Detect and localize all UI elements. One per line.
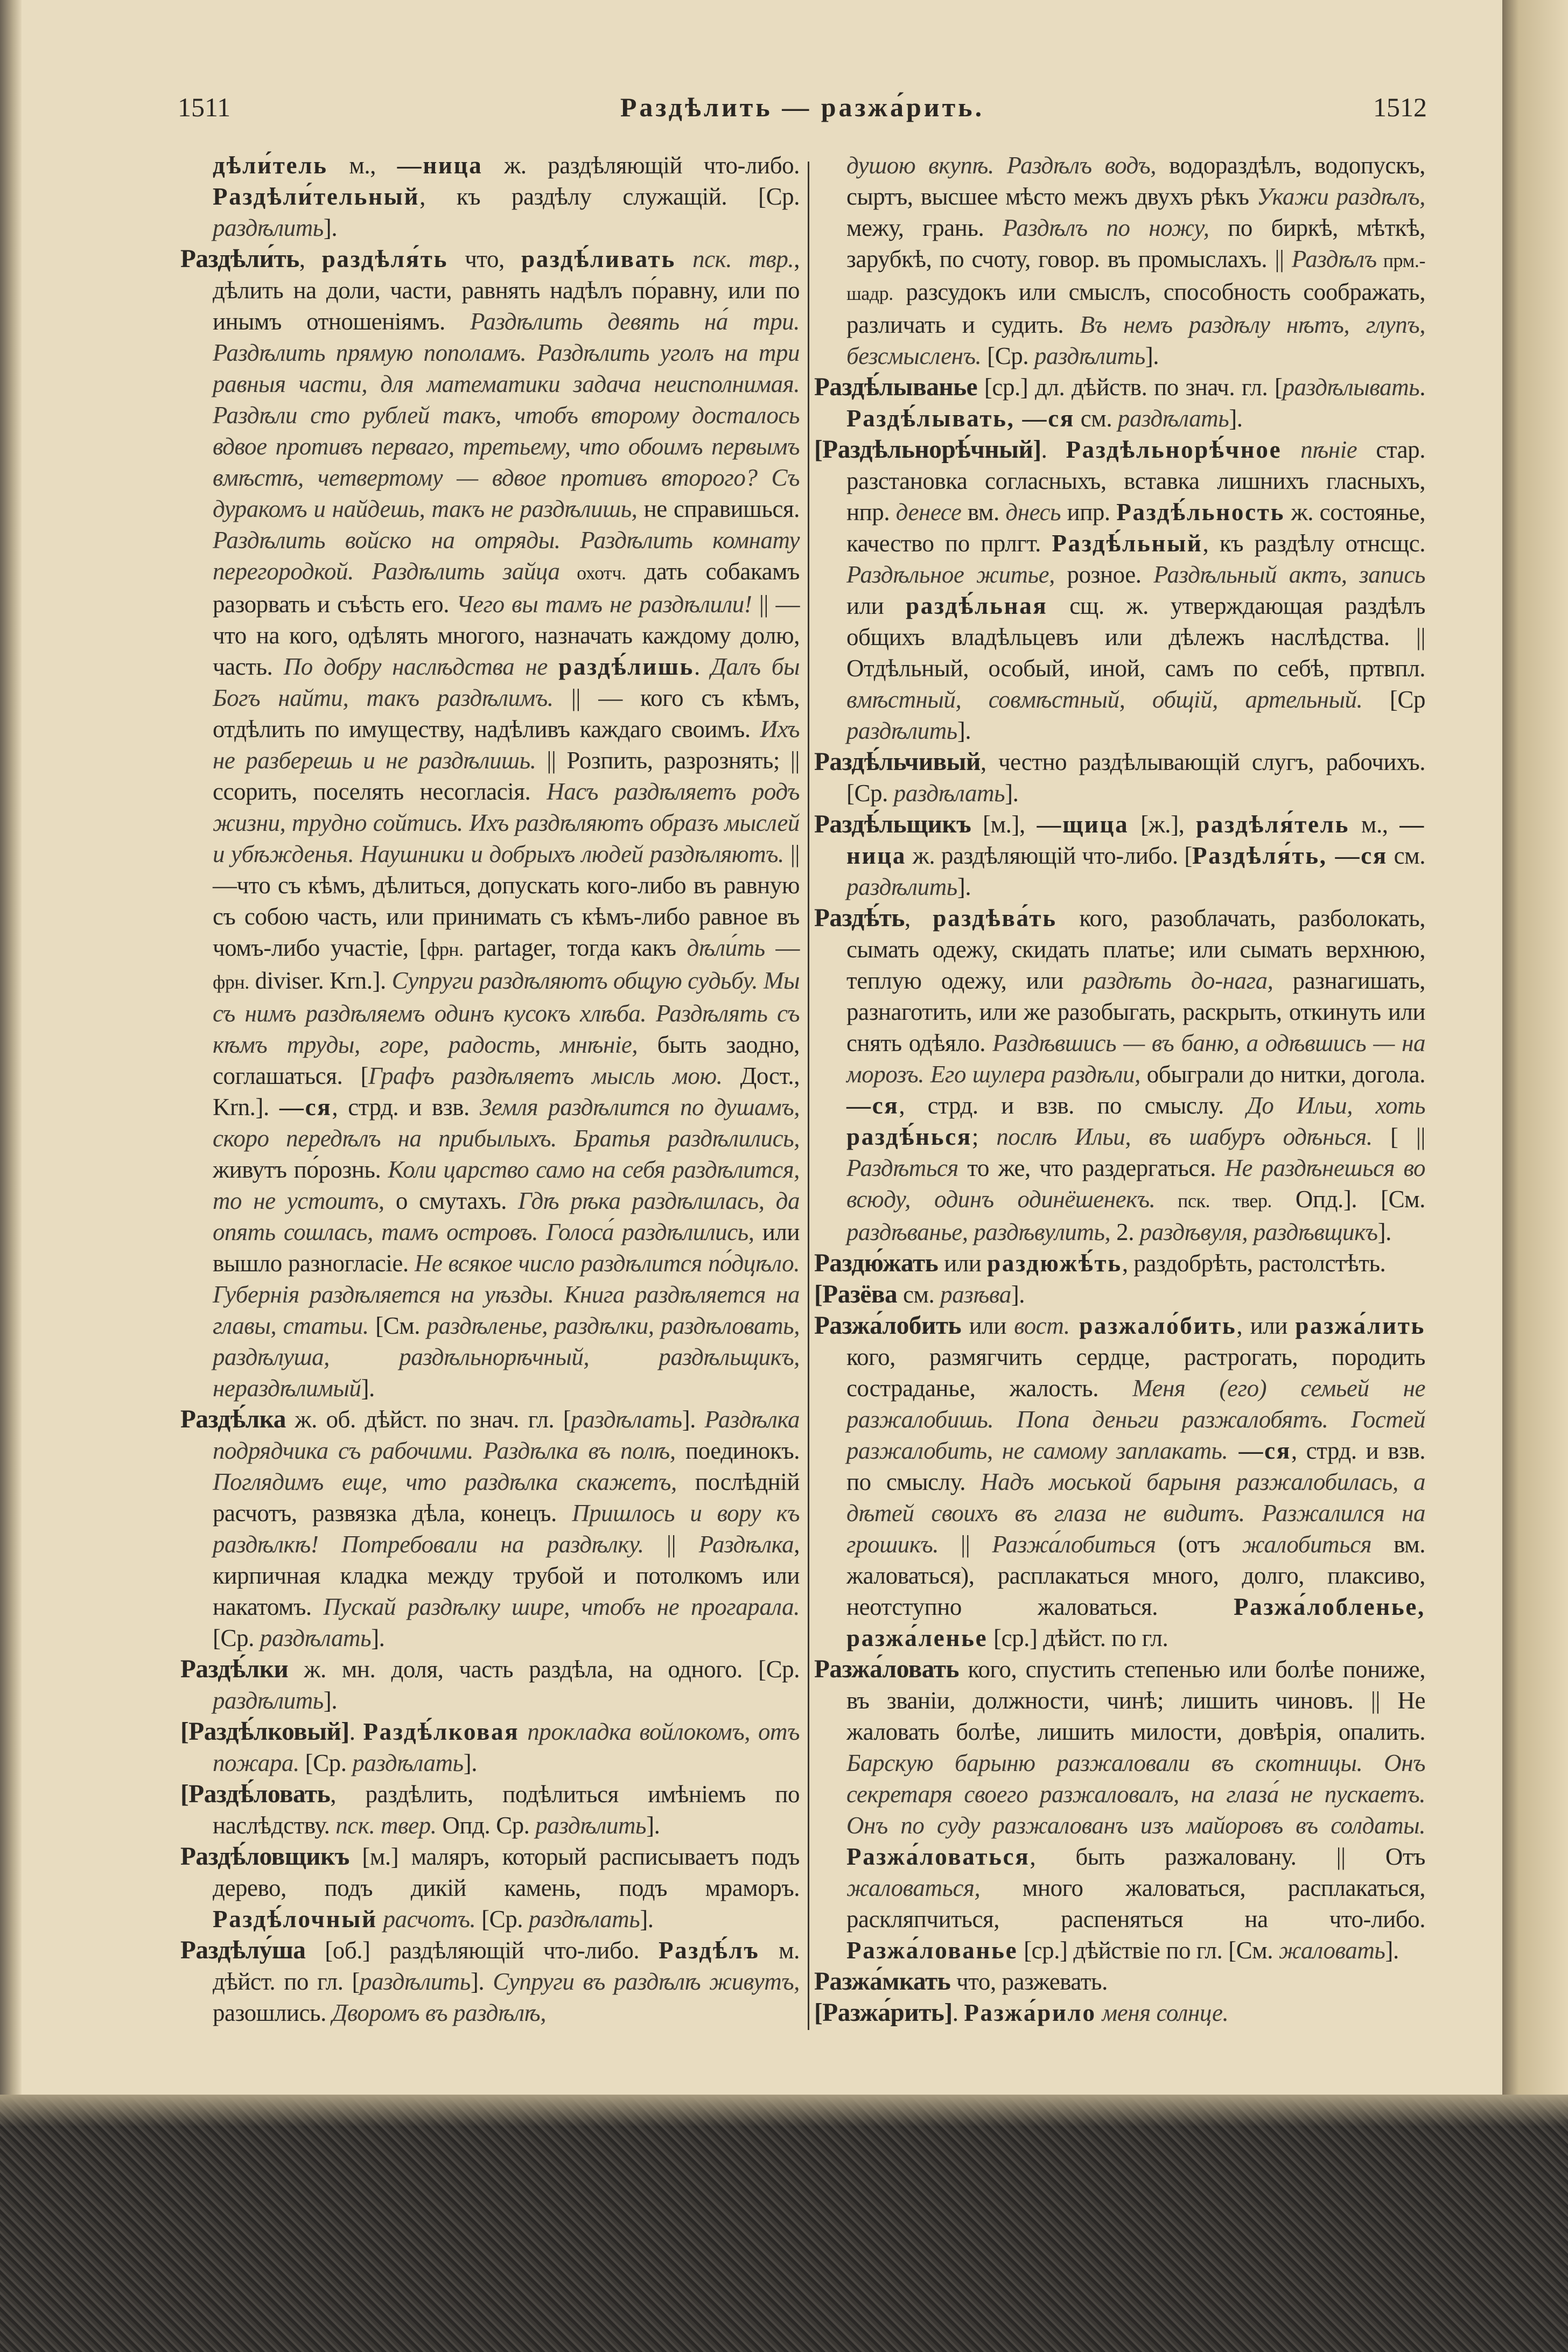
italic-text: душою вкупѣ. Раздѣлъ водъ, — [846, 152, 1157, 179]
definition-text: , дѣлить на доли, части, равнять надѣлъ по́равну, или по инымъ отношеніямъ. — [213, 246, 800, 335]
definition-text: сщ. ж. утверждающая раздѣлъ общихъ владѣльцевъ или дѣлежъ наслѣдства. || Отдѣльный, особый, иной, самъ по себѣ, пртвпл. — [846, 592, 1425, 682]
dictionary-entry — [814, 746, 1425, 809]
bold-form: Разжа́ловаться — [846, 1843, 1030, 1870]
definition-text: что, — [448, 246, 521, 272]
abbreviation: охотч. — [559, 562, 626, 584]
definition-text: || — что на кого, одѣлять многого, назначать каждому долю, часть. — [213, 591, 800, 680]
definition-text: , — [299, 246, 322, 272]
definition-text: ]. — [1377, 1219, 1391, 1245]
definition-text: || — [939, 1531, 992, 1558]
italic-text: раздѣванье, раздѣвулить, — [846, 1219, 1111, 1245]
definition-text: [м.] маляръ, который расписываетъ подъ дерево, подъ дикій камень, подъ мраморъ. — [213, 1843, 800, 1901]
dictionary-entry — [180, 1779, 800, 1841]
italic-text: Коли царство само на себя раздѣлится, то не устоитъ, — [213, 1156, 800, 1214]
headword: Раздѣ́льщикъ — [814, 810, 971, 838]
definition-text: [ср.] дѣйствіе по гл. [См. — [1018, 1937, 1279, 1964]
italic-text: Далъ бы Богъ найти, такъ раздѣлимъ. — [213, 653, 800, 711]
dictionary-entry — [180, 150, 800, 243]
definition-text: ]. — [1005, 780, 1019, 807]
headword: Раздѣ́лыванье — [814, 373, 978, 401]
italic-text: Меня (его) семьей не разжалобишь. Попа деньги разжалобятъ. Гостей разжалобить, не самому заплакать. — [846, 1375, 1425, 1464]
definition-text: , честно раздѣлывающій слугъ, рабочихъ. [Ср. — [846, 748, 1425, 807]
definition-text: стар. разстановка согласныхъ, вставка лишнихъ гласныхъ, нпр. — [846, 436, 1425, 526]
headword: Разжа́мкать — [814, 1968, 951, 1996]
italic-text: раздѣленье, раздѣлки, раздѣловать, раздѣлуша, раздѣльнорѣчный, раздѣльщикъ, нераздѣлимый — [213, 1312, 800, 1402]
italic-text: Супруги раздѣляютъ общую судьбу. Мы съ нимъ раздѣляемъ одинъ кусокъ хлѣба. Раздѣлять съ кѣмъ труды, горе, радость, мнѣніе, — [213, 967, 800, 1058]
definition-text: много жаловаться, расплакаться, раскляпчиться, распеняться на что-либо. — [846, 1874, 1425, 1933]
italic-text: Раздѣлъ по ножу, — [1002, 214, 1209, 241]
italic-text: Земля раздѣлится по душамъ, скоро передѣлъ на прибылыхъ. Братья раздѣлились, — [213, 1094, 800, 1152]
definition-text: Опд.]. [См. — [1271, 1186, 1425, 1213]
italic-text: вмѣстный, совмѣстный, общій, артельный. — [846, 686, 1363, 713]
abbreviation: пск. твер. — [1155, 1190, 1272, 1212]
bold-form: Раздѣ́льный — [1052, 530, 1203, 557]
definition-text: ]. — [957, 873, 971, 900]
dictionary-entry — [814, 150, 1425, 372]
bold-form: Раздѣли́тельный — [213, 183, 420, 210]
scan-background-bottom — [0, 2095, 1568, 2352]
definition-text: || — кого съ кѣмъ, отдѣлить по имуществу, надѣливъ каждаго своимъ. — [213, 684, 800, 743]
definition-text: , стрд. и взв. по смыслу. — [846, 1437, 1426, 1495]
italic-text: расчотъ. — [377, 1906, 476, 1933]
definition-text: розное. — [1054, 561, 1154, 588]
definition-text: [Ср. — [475, 1906, 529, 1933]
definition-text: [ || — [1372, 1123, 1425, 1150]
definition-text: ]. — [646, 1812, 660, 1839]
italic-text: Не раздѣнешься во всюду, одинъ одинёшенекъ. — [846, 1154, 1426, 1213]
definition-text: [ж.], — [1129, 811, 1196, 838]
right-page-number: 1512 — [1373, 92, 1427, 122]
headword: Раздѣ́ловщикъ — [180, 1843, 349, 1871]
italic-text: Въ немъ раздѣлу нѣтъ, глупъ, безсмысленъ. — [846, 311, 1425, 369]
definition-text: по биркѣ, мѣткѣ, зарубкѣ, по счоту, говор. въ промыслахъ. || — [846, 214, 1426, 272]
dictionary-entry — [814, 372, 1425, 434]
bold-form: Раздѣльнорѣ́чное — [1066, 436, 1282, 463]
bold-form: разжало́бить — [1069, 1312, 1237, 1339]
bold-form: Раздѣ́льность — [1116, 499, 1285, 526]
headword: Раздѣли́ть — [180, 245, 299, 273]
italic-text: По добру наслѣдства не — [283, 653, 559, 680]
bold-form: разжа́лить — [1295, 1312, 1426, 1339]
dictionary-entry — [814, 1279, 1425, 1310]
definition-text: partager, тогда какъ — [463, 934, 687, 961]
italic-text: денесе — [895, 499, 962, 526]
italic-text: Дворомъ въ раздѣлѣ, — [332, 1999, 547, 2026]
bold-form: дѣли́тель — [213, 152, 328, 179]
definition-text: Опд. Ср. — [436, 1812, 536, 1839]
definition-text: , или — [1236, 1312, 1296, 1339]
italic-text: прокладка войлокомъ, отъ пожара. — [213, 1718, 800, 1776]
definition-text: кого, размягчить сердце, растрогать, породить состраданье, жалость. — [846, 1343, 1425, 1402]
italic-text: раздѣлить — [213, 214, 324, 241]
definition-text: ]. — [682, 1406, 705, 1433]
italic-text: До Ильи, хоть — [1247, 1092, 1425, 1119]
italic-text: меня солнце. — [1096, 1999, 1229, 2026]
bold-form: Разжа́рило — [964, 1999, 1096, 2026]
dictionary-entry — [180, 1404, 800, 1654]
definition-text: вм. — [961, 499, 1006, 526]
definition-text: , стрд. и взв. — [332, 1094, 480, 1121]
bold-form: —ся — [1228, 1437, 1291, 1464]
bold-form: —ся — [846, 1092, 899, 1119]
italic-text: раздѣлить — [360, 1968, 471, 1995]
headword: Раздѣлу́ша — [180, 1936, 306, 1964]
definition-text: ]. — [361, 1375, 375, 1402]
definition-text: м. дѣйст. по гл. [ — [213, 1937, 800, 1995]
italic-text: Гдѣ рѣка раздѣлилась, да опять сошлась, тамъ островъ. Голоса́ раздѣлились, — [213, 1187, 800, 1245]
definition-text: [об.] раздѣляющій что-либо. — [305, 1937, 659, 1964]
bold-form: раздѣля́ть — [321, 246, 449, 272]
definition-text: разсудокъ или смыслъ, способность соображать, различать и судить. — [846, 278, 1425, 338]
definition-text: ж. об. дѣйст. по знач. гл. [ — [285, 1406, 571, 1433]
left-column — [180, 150, 800, 2028]
definition-text: кого, разоблачать, разболокать, сымать одежу, скидать платье; или сымать верхнюю, теплую одежу, или — [846, 905, 1425, 994]
abbreviation: фрн. — [426, 939, 464, 960]
definition-text: ]. — [463, 1749, 477, 1776]
definition-text: || Розпить, разрознять; || ссорить, поселять несогласія. — [213, 747, 800, 805]
italic-text: Укажи раздѣлъ, — [1256, 183, 1425, 210]
definition-text: что, разжевать. — [950, 1968, 1108, 1995]
definition-text: о смутахъ. — [384, 1187, 519, 1214]
italic-text: Раздѣлъ — [1291, 246, 1377, 272]
dictionary-entry — [180, 1654, 800, 1716]
italic-text: Чего вы тамъ не раздѣлили! — [456, 591, 752, 618]
italic-text: Раздѣльное житье, — [846, 561, 1055, 588]
italic-text: Супруги въ раздѣлѣ живутъ, — [493, 1968, 800, 1995]
definition-text: быть заодно, соглашаться. [ — [213, 1031, 800, 1089]
definition-text: , къ раздѣлу отнсщс. — [1202, 530, 1426, 557]
italic-text: раздѣлать — [1117, 405, 1229, 432]
definition-text: ]. — [371, 1625, 385, 1651]
definition-text: ; — [971, 1123, 997, 1150]
italic-text: раздѣлить — [535, 1812, 647, 1839]
definition-text: дать собакамъ разорвать и съѣсть его. — [213, 558, 800, 618]
dictionary-entry — [814, 902, 1425, 1248]
definition-text: ипр. — [1061, 499, 1117, 526]
dictionary-entry — [814, 1310, 1425, 1654]
page-left-edge-shadow — [0, 0, 22, 2100]
italic-text: раздѣть до-нага, — [1083, 967, 1273, 994]
definition-text: поединокъ. — [675, 1437, 800, 1464]
bold-form: —ница — [397, 152, 483, 179]
bold-form: раздѣ́лишь — [558, 653, 695, 680]
definition-text: , — [904, 905, 933, 932]
bold-form: раздѣ́ливать — [521, 246, 676, 272]
definition-text: , кирпичная кладка между трубой и потолкомъ или накатомъ. — [213, 1531, 800, 1620]
italic-text: днесь — [1005, 499, 1061, 526]
definition-text: ]. — [323, 214, 338, 241]
adjacent-page-fragment — [1502, 0, 1568, 2100]
definition-text: [м.], — [971, 811, 1037, 838]
italic-text: жаловаться, — [846, 1874, 981, 1901]
headword: [Разжа́рить] — [814, 1999, 953, 2027]
italic-text: Насъ раздѣляетъ родъ жизни, трудно сойтись. Ихъ раздѣляютъ образъ мыслей и убѣжденья. Наушники и добрыхъ людей раздѣляютъ. — [213, 778, 800, 867]
definition-text: живутъ по́рознь. — [213, 1156, 388, 1183]
italic-text: послѣ Ильи, въ шабуръ одѣнься. — [996, 1123, 1373, 1150]
headword: [Разёва — [814, 1280, 898, 1308]
definition-text: [См. — [368, 1312, 427, 1339]
running-title: Раздѣлить — разжа́рить. — [620, 92, 985, 122]
italic-text: Раздѣлка подрядчика съ рабочими. Раздѣлка въ полѣ, — [213, 1406, 800, 1464]
bold-form: Раздѣ́лывать, —ся — [846, 405, 1075, 432]
italic-text: раздѣлить — [846, 717, 957, 744]
headword: Разжа́лобить — [814, 1312, 962, 1340]
definition-text: ]. — [1145, 342, 1159, 369]
definition-text: обыграли до нитки, догола. — [1140, 1061, 1425, 1088]
definition-text: ж. раздѣляющій что-либо. [ — [906, 842, 1192, 869]
bold-form: Раздѣ́лъ — [658, 1937, 760, 1964]
definition-text: [Ср. — [213, 1625, 260, 1651]
dictionary-entry — [814, 1997, 1425, 2028]
definition-text: разошлись. — [213, 1999, 332, 2026]
definition-text: м., — [1349, 811, 1400, 838]
definition-text: . — [694, 653, 711, 680]
bold-form: Раздѣля́ть, —ся — [1192, 842, 1388, 869]
definition-text: [ср.] дѣйст. по гл. — [988, 1625, 1168, 1651]
headword: Раздю́жать — [814, 1249, 939, 1277]
definition-text: , стрд. и взв. по смыслу. — [899, 1092, 1247, 1119]
italic-text: Не всякое число раздѣлится по́дцѣло. Губернія раздѣляется на уѣзды. Книга раздѣляется на главы, статьи. — [213, 1250, 800, 1339]
bold-form: Разжа́лобленье, разжа́ленье — [846, 1593, 1425, 1651]
italic-text: дѣли́ть — [687, 934, 765, 961]
right-column — [814, 150, 1425, 2028]
definition-text: кого, спустить степенью или болѣе пониже, въ званіи, должности, чинѣ; лишить чиновъ. || Не жаловать болѣе, лишить милости, довѣрія, опалить. — [846, 1656, 1425, 1745]
italic-text: раздѣлить — [846, 873, 957, 900]
definition-text: ]. — [640, 1906, 654, 1933]
italic-text: пѣніе — [1282, 436, 1357, 463]
italic-text: Ихъ не разберешь и не раздѣлишь. — [213, 716, 800, 774]
definition-text: (отъ — [1156, 1531, 1242, 1558]
headword: [Раздѣ́ловать — [180, 1780, 331, 1808]
definition-text: [ср.] дл. дѣйств. по знач. гл. [ — [977, 374, 1283, 401]
italic-text: раздѣлать — [528, 1906, 640, 1933]
definition-text: Дост., Krn.]. — [213, 1062, 800, 1121]
definition-text: ]. — [1229, 405, 1243, 432]
bold-form: раздюжѣ́ть — [987, 1250, 1122, 1277]
definition-text: послѣдній расчотъ, развязка дѣла, конецъ. — [213, 1468, 800, 1527]
definition-text: ]. — [957, 717, 971, 744]
definition-text: см. — [1387, 842, 1425, 869]
running-header — [178, 92, 1427, 129]
definition-text: , быть разжаловану. || Отъ — [1030, 1843, 1425, 1870]
italic-text: Поглядимъ еще, что раздѣлка скажетъ, — [213, 1468, 677, 1495]
definition-text: см. — [897, 1281, 941, 1308]
definition-text: ]. — [470, 1968, 493, 1995]
italic-text: Раздѣлить войско на отряды. Раздѣлить комнату перегородкой. Раздѣлить зайца — [213, 527, 800, 585]
definition-text: ж. мн. доля, часть раздѣла, на одного. [Ср. — [288, 1656, 800, 1683]
italic-text: раздѣлать — [571, 1406, 682, 1433]
definition-text: . — [1041, 436, 1066, 463]
definition-text: || — [643, 1531, 699, 1558]
definition-text: — — [765, 934, 800, 961]
italic-text: Раздѣлить девять на́ три. Раздѣлить прямую пополамъ. Раздѣлить уголъ на три равныя части, для математики задача неисполнимая. Раздѣли сто рублей такъ, чтобъ второму досталось вдвое противъ перваго, третьему, что обоимъ первымъ вмѣстѣ, четвертому — вдвое противъ второго? Съ дуракомъ и найдешь, такъ не раздѣлишь, — [213, 308, 800, 522]
dictionary-entry — [814, 434, 1425, 746]
definition-text: или — [846, 592, 906, 619]
italic-text: разѣва — [940, 1281, 1011, 1308]
dictionary-entry — [814, 1654, 1425, 1966]
definition-text: [Ср. — [299, 1749, 353, 1776]
italic-text: раздѣлывать — [1282, 374, 1420, 401]
bold-form: Раздѣ́лковая — [363, 1718, 520, 1745]
italic-text: Барскую барыню разжаловали въ скотницы. Онъ секретаря своего разжаловалъ, на глаза́ не пускаетъ. Онъ по суду разжалованъ изъ майоровъ въ солдаты. — [846, 1749, 1425, 1839]
definition-text: водораздѣлъ, водопускъ, сыртъ, высшее мѣсто межъ двухъ рѣкъ — [846, 152, 1425, 210]
definition-text: ]. — [1011, 1281, 1025, 1308]
definition-text: вм. жаловаться), расплакаться много, долго, плаксиво, неотступно жаловаться. — [846, 1531, 1425, 1620]
italic-text: Пришлось и вору къ раздѣлкѣ! Потребовали на раздѣлку. — [213, 1500, 800, 1558]
bold-form: —щица — [1037, 811, 1129, 838]
definition-text: ]. — [1385, 1937, 1399, 1964]
italic-text: раздѣлать — [893, 780, 1005, 807]
italic-text: Раздѣться — [846, 1154, 958, 1181]
dictionary-entry — [180, 1841, 800, 1935]
italic-text: жаловать — [1278, 1937, 1385, 1964]
italic-text: раздѣлать — [352, 1749, 464, 1776]
bold-form: —ница — [846, 811, 1425, 869]
bold-form: —ся — [279, 1094, 332, 1121]
headword: Раздѣ́лки — [180, 1655, 289, 1683]
definition-text: см. — [1074, 405, 1118, 432]
definition-text: разнагишать, разнаготить, или же разобыгать, раскрыть, откинуть или снять одѣяло. — [846, 967, 1425, 1056]
headword: Разжа́ловать — [814, 1655, 960, 1683]
bold-form: раздѣ́льная — [906, 592, 1048, 619]
abbreviation: прм.-шадр. — [846, 250, 1425, 304]
definition-text: . — [1419, 374, 1425, 401]
definition-text: ж. раздѣляющій что-либо. — [482, 152, 800, 179]
italic-text: Раздѣлка — [698, 1531, 794, 1558]
bold-form: Разжа́лованье — [846, 1937, 1018, 1964]
italic-text: раздѣлить — [1034, 342, 1145, 369]
dictionary-entry — [814, 1248, 1425, 1279]
italic-text: раздѣлать — [260, 1625, 372, 1651]
column-divider — [808, 162, 809, 2030]
headword: Раздѣ́льчивый — [814, 748, 981, 776]
definition-text: ж. состоянье, качество по прлгт. — [846, 499, 1425, 557]
definition-text: , къ раздѣлу служащій. [Ср. — [419, 183, 800, 210]
bold-form: раздѣва́ть — [933, 905, 1057, 932]
definition-text: . — [349, 1718, 363, 1745]
definition-text: межу, грань. — [846, 214, 1003, 241]
dictionary-entry — [814, 809, 1425, 902]
italic-text: раздѣвуля, раздѣвщикъ — [1139, 1219, 1378, 1245]
headword: [Раздѣльнорѣ́чный] — [814, 436, 1041, 464]
bold-form: Раздѣ́лочный — [213, 1906, 377, 1933]
abbreviation: фрн. — [213, 971, 249, 993]
bold-form: раздѣ́нься — [846, 1123, 972, 1150]
italic-text: Надъ моськой барыня разжалобилась, а дѣтей своихъ въ глаза не видитъ. Разжалился на грошикъ. — [846, 1468, 1425, 1558]
definition-text: . — [952, 1999, 964, 2026]
italic-text: пск. твер. — [335, 1812, 437, 1839]
definition-text: или — [938, 1250, 988, 1277]
definition-text: , раздѣлить, подѣлиться имѣніемъ по наслѣдству. — [213, 1781, 800, 1839]
italic-text: вост. — [1014, 1312, 1070, 1339]
italic-text: Раздѣльный актъ, запись — [1153, 561, 1425, 588]
headword: [Раздѣ́лковый] — [180, 1718, 349, 1746]
bold-form: раздѣля́тель — [1196, 811, 1350, 838]
definition-text: 2. — [1110, 1219, 1140, 1245]
italic-text: Разжа́лобиться — [992, 1531, 1156, 1558]
headword: Раздѣ́ть — [814, 904, 905, 932]
definition-text: , раздобрѣть, растолстѣть. — [1122, 1250, 1386, 1277]
definition-text: [Ср — [1362, 686, 1425, 713]
dictionary-entry — [180, 1935, 800, 2028]
dictionary-entry — [180, 1716, 800, 1779]
italic-text: жалобиться — [1242, 1531, 1372, 1558]
definition-text: || —что съ кѣмъ, дѣлиться, допускать кого-либо въ равную съ собою часть, или принимать съ кѣмъ-либо равное въ чомъ-либо участіе, [ — [213, 841, 800, 961]
definition-text: не справишься. — [637, 495, 800, 522]
definition-text: то же, что раздергаться. — [958, 1154, 1225, 1181]
definition-text: или вышло разногласіе. — [213, 1219, 800, 1277]
italic-text: раздѣлить — [213, 1687, 324, 1714]
dictionary-entry — [814, 1966, 1425, 1997]
definition-text: м., — [327, 152, 397, 179]
left-page-number: 1511 — [178, 92, 231, 122]
italic-text: Графъ раздѣляетъ мысль мою. — [368, 1062, 723, 1089]
definition-text: или — [961, 1312, 1014, 1339]
italic-text: Раздѣвшись — въ баню, а одѣвшись — на морозъ. Его шулера раздѣли, — [846, 1030, 1425, 1088]
italic-text: пск. твр. — [675, 246, 794, 272]
definition-text: [Ср. — [981, 342, 1034, 369]
definition-text: ]. — [323, 1687, 338, 1714]
dictionary-entry — [180, 243, 800, 1404]
definition-text: diviser. Krn.]. — [249, 967, 392, 994]
italic-text: Пускай раздѣлку шире, чтобъ не прогарала. — [323, 1593, 800, 1620]
headword: Раздѣ́лка — [180, 1405, 286, 1433]
